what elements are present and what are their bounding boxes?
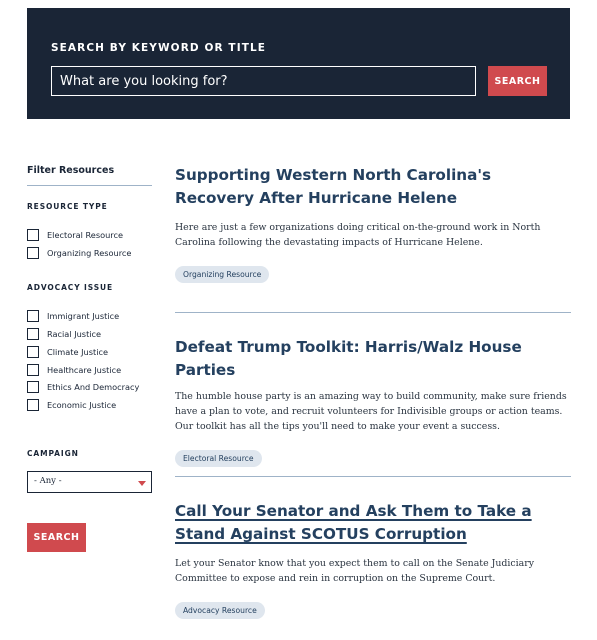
caret-down-icon (138, 481, 146, 486)
checkbox-label: Organizing Resource (47, 248, 132, 258)
result-title-link[interactable]: Defeat Trump Toolkit: Harris/Walz House Parties (175, 338, 522, 379)
result-title-link[interactable]: Supporting Western North Carolina's Recovery After Hurricane Helene (175, 166, 492, 207)
filter-divider (27, 185, 152, 186)
checkbox-label: Immigrant Justice (47, 311, 120, 321)
filter-organizing-resource[interactable] (27, 246, 131, 260)
filter-racial-justice[interactable] (27, 327, 101, 341)
checkbox-label: Racial Justice (47, 329, 102, 339)
result-item (175, 336, 571, 467)
checkbox[interactable] (27, 364, 39, 376)
campaign-select[interactable] (27, 471, 152, 493)
filter-title: Filter Resources (27, 165, 115, 176)
checkbox[interactable] (27, 399, 39, 411)
resource-type-label: RESOURCE TYPE (27, 202, 108, 211)
checkbox-label: Electoral Resource (47, 230, 124, 240)
resource-tag[interactable]: Advocacy Resource (175, 602, 265, 619)
campaign-label: CAMPAIGN (27, 449, 79, 458)
result-item (175, 164, 571, 283)
result-description: The humble house party is an amazing way to build community, make sure friends have a plan to vote, and recruit volunteers for Indivisible groups or action teams. Our toolkit has all the tips you'll need to make your event a success. (175, 391, 567, 432)
checkbox[interactable] (27, 229, 39, 241)
filter-immigrant-justice[interactable] (27, 309, 119, 323)
checkbox[interactable] (27, 346, 39, 358)
filter-ethics-and-democracy[interactable] (27, 380, 139, 394)
checkbox[interactable] (27, 247, 39, 259)
filter-healthcare-justice[interactable] (27, 363, 121, 377)
filter-search-button[interactable]: SEARCH (27, 523, 86, 552)
filter-economic-justice[interactable] (27, 398, 116, 412)
resource-tag[interactable]: Organizing Resource (175, 266, 269, 283)
checkbox[interactable] (27, 381, 39, 393)
result-description: Here are just a few organizations doing critical on-the-ground work in North Carolina following the devastating impacts of Hurricane Helene. (175, 222, 541, 248)
checkbox-label: Ethics And Democracy (47, 382, 140, 392)
search-heading: SEARCH BY KEYWORD OR TITLE (51, 42, 267, 54)
filter-electoral-resource[interactable] (27, 228, 123, 242)
filter-climate-justice[interactable] (27, 345, 108, 359)
checkbox[interactable] (27, 310, 39, 322)
checkbox-label: Climate Justice (47, 347, 109, 357)
advocacy-issue-label: ADVOCACY ISSUE (27, 283, 114, 292)
result-divider (175, 476, 571, 477)
campaign-selected-value: - Any - (34, 476, 62, 486)
search-input[interactable] (51, 66, 476, 96)
checkbox[interactable] (27, 328, 39, 340)
resource-tag[interactable]: Electoral Resource (175, 450, 262, 467)
search-banner (27, 8, 570, 119)
result-item (175, 500, 571, 619)
result-title-link[interactable]: Call Your Senator and Ask Them to Take a Stand Against SCOTUS Corruption (175, 502, 532, 543)
result-description: Let your Senator know that you expect them to call on the Senate Judiciary Committee to expose and rein in corruption on the Supreme Court. (175, 558, 535, 584)
checkbox-label: Healthcare Justice (47, 365, 122, 375)
search-button[interactable]: SEARCH (488, 66, 547, 96)
result-divider (175, 312, 571, 313)
checkbox-label: Economic Justice (47, 400, 117, 410)
